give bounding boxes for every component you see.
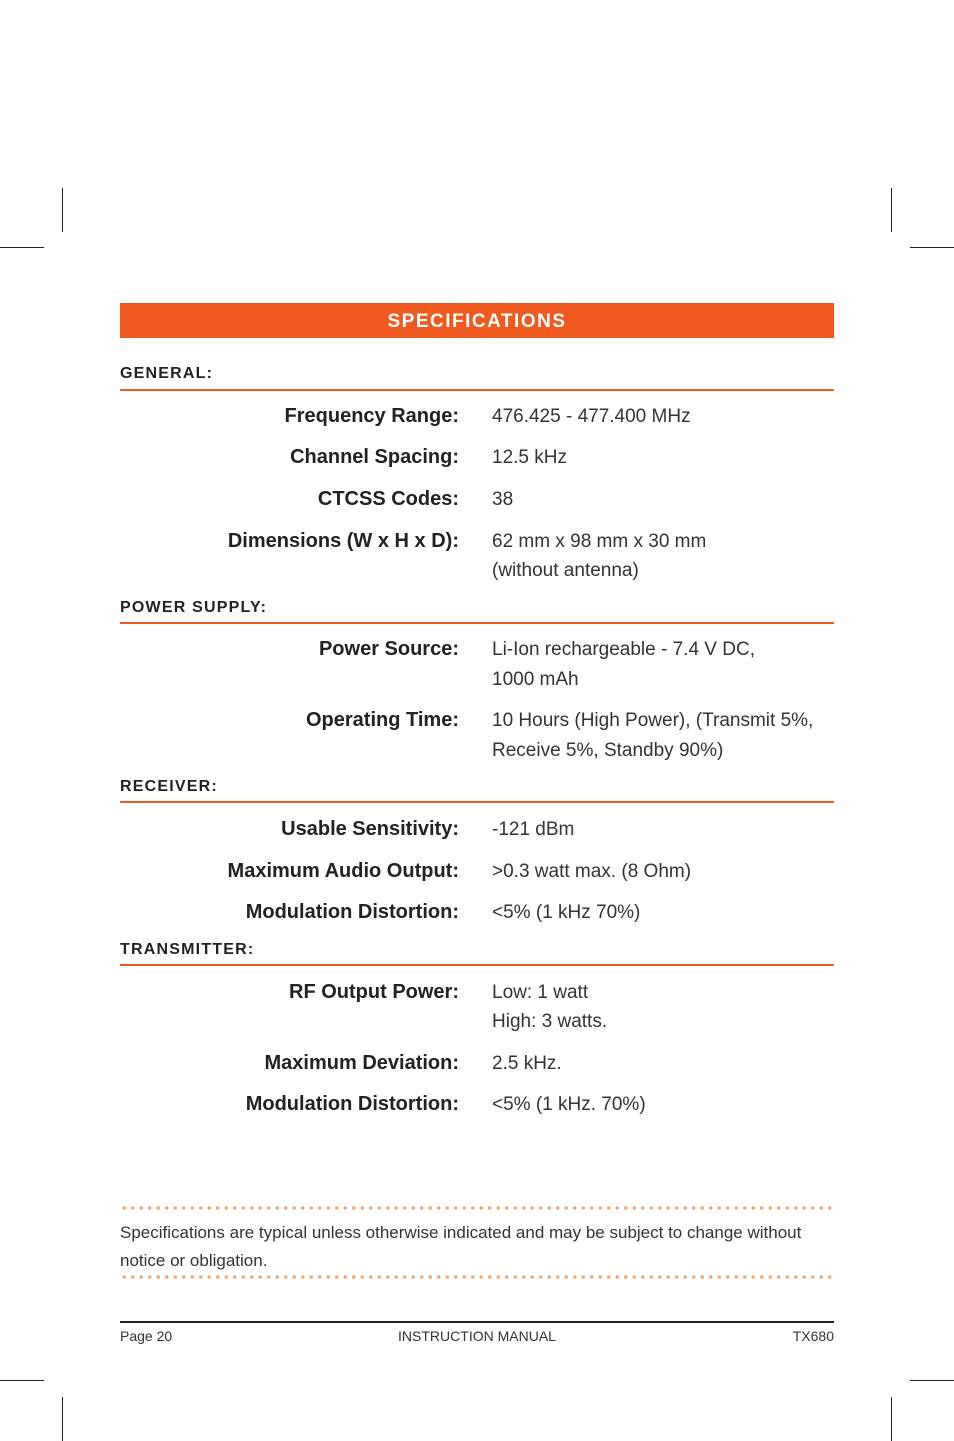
spec-label-dimensions: Dimensions (W x H x D):	[227, 530, 459, 552]
section-divider	[120, 622, 834, 624]
spec-value-sensitivity: -121 dBm	[492, 819, 575, 840]
spec-value-power-source-capacity: 1000 mAh	[492, 669, 579, 690]
crop-mark	[910, 247, 954, 248]
section-divider	[120, 389, 834, 391]
spec-label-rx-distortion: Modulation Distortion:	[245, 901, 459, 923]
crop-mark	[891, 1397, 892, 1441]
crop-mark	[910, 1380, 954, 1381]
spec-label-audio-output: Maximum Audio Output:	[227, 860, 459, 882]
spec-value-dimensions-note: (without antenna)	[492, 560, 639, 581]
spec-value-operating-time: 10 Hours (High Power), (Transmit 5%,	[492, 710, 814, 731]
spec-label-power-source: Power Source:	[318, 638, 459, 660]
spec-value-ctcss: 38	[492, 489, 514, 510]
crop-mark	[0, 1380, 44, 1381]
footer-model: TX680	[792, 1328, 834, 1344]
spec-value-deviation: 2.5 kHz.	[492, 1053, 562, 1074]
page-title: SPECIFICATIONS	[120, 303, 834, 338]
spec-value-tx-distortion: <5% (1 kHz. 70%)	[492, 1094, 646, 1115]
spec-value-channel-spacing: 12.5 kHz	[492, 447, 567, 468]
spec-label-ctcss: CTCSS Codes:	[317, 488, 459, 510]
spec-value-rf-output-high: High: 3 watts.	[492, 1011, 608, 1032]
spec-value-frequency: 476.425 - 477.400 MHz	[492, 406, 691, 427]
section-divider	[120, 964, 834, 966]
footer-manual-title: INSTRUCTION MANUAL	[398, 1328, 556, 1344]
spec-value-rx-distortion: <5% (1 kHz 70%)	[492, 902, 641, 923]
spec-label-operating-time: Operating Time:	[306, 709, 459, 731]
crop-mark	[891, 188, 892, 232]
spec-label-channel-spacing: Channel Spacing:	[290, 446, 459, 468]
spec-label-rf-output: RF Output Power:	[289, 981, 459, 1003]
spec-label-deviation: Maximum Deviation:	[264, 1052, 459, 1074]
crop-mark	[62, 188, 63, 232]
spec-value-rf-output-low: Low: 1 watt	[492, 982, 589, 1003]
section-heading-receiver: RECEIVER:	[120, 778, 218, 795]
spec-label-frequency: Frequency Range:	[284, 405, 459, 427]
spec-value-power-source: Li-Ion rechargeable - 7.4 V DC,	[492, 639, 755, 660]
footer-divider	[120, 1321, 834, 1323]
spec-label-tx-distortion: Modulation Distortion:	[245, 1093, 459, 1115]
dotted-divider	[120, 1206, 834, 1210]
crop-mark	[62, 1397, 63, 1441]
section-heading-general: GENERAL:	[120, 365, 214, 382]
spec-value-dimensions: 62 mm x 98 mm x 30 mm	[492, 531, 707, 552]
section-divider	[120, 801, 834, 803]
section-heading-power-supply: POWER SUPPLY:	[120, 599, 268, 616]
section-heading-transmitter: TRANSMITTER:	[120, 941, 255, 958]
footer-page-number: Page 20	[120, 1328, 173, 1344]
disclaimer-note: Specifications are typical unless otherwise indicated and may be subject to change without notice or obligation.	[120, 1223, 802, 1270]
dotted-divider	[120, 1275, 834, 1279]
crop-mark	[0, 247, 44, 248]
spec-value-operating-time-cont: Receive 5%, Standby 90%)	[492, 740, 724, 761]
spec-value-audio-output: >0.3 watt max. (8 Ohm)	[492, 861, 692, 882]
spec-label-sensitivity: Usable Sensitivity:	[281, 818, 459, 840]
